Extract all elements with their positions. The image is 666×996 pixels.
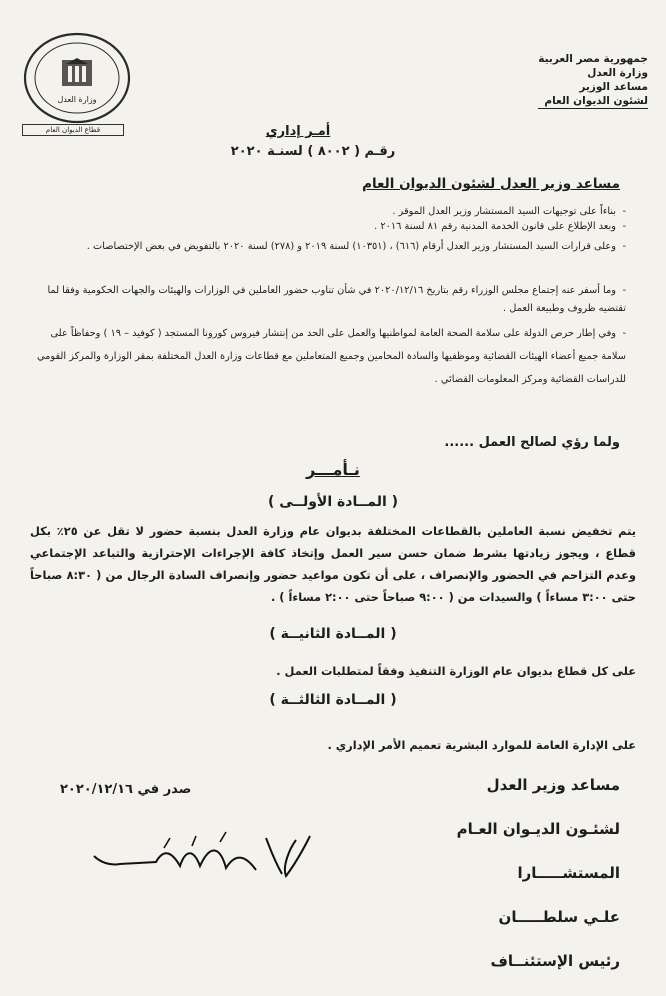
preamble-item: -وما أسفر عنه إجتماع مجلس الوزراء رقم بتاريخ ٢٠٢٠/١٢/١٦ في شأن تناوب حضور العاملين في الوزارات والهيئات والجهات الحكومية وفقا لما تقتضيه ظروف وطبيعة العمل .	[47, 285, 626, 314]
handwritten-signature-icon	[60, 826, 320, 886]
article-3-text: على الإدارة العامة للموارد البشرية تعميم الأمر الإداري .	[327, 738, 636, 752]
preamble-item: -وبعد الإطلاع على قانون الخدمة المدنية رقم ٨١ لسنة ٢٠١٦ .	[374, 221, 626, 232]
since-line: ولما رؤي لصالح العمل ......	[444, 435, 620, 450]
we-order-heading: نـأمـــر	[306, 460, 360, 479]
signature-block	[320, 776, 620, 996]
header-line: مساعد الوزير	[579, 81, 648, 93]
preamble-item: -وفي إطار حرص الدولة على سلامة الصحة العامة لمواطنيها والعمل على الحد من إنتشار فيروس كورونا المستجد ( كوفيد – ١٩ ) وحفاظاً على سلامة جميع أعضاء الهيئات القضائية وموظفيها والسادة المحامين وجميع المتعاملين مع قطاعات وزارة العدل المختلفة بمقر الوزارة والمركز القومي للدراسات القضائية ومركز المعلومات القضائي .	[36, 328, 626, 385]
header-line: لشئون الديوان العام	[538, 94, 648, 109]
header-line: جمهورية مصر العربية	[538, 53, 648, 65]
header-line: وزارة العدل	[587, 67, 648, 79]
preamble-item: -وعلى قرارات السيد المستشار وزير العدل أرقام (٦١٦) ، (١٠٣٥١) لسنة ٢٠١٩ و (٢٧٨) لسنة ٢٠٢٠ بالتفويض في بعض الإختصاصات .	[86, 241, 626, 252]
ministry-header	[538, 52, 648, 109]
ministry-seal-icon	[22, 30, 132, 126]
article-1-text: يتم تخفيض نسبة العاملين بالقطاعات المختلفة بديوان عام وزارة العدل بنسبة حضور لا تقل عن ٢٥٪ بكل قطاع ، ويجوز زيادتها بشرط ضمان حسن سير العمل وإتخاذ كافة الإجراءات الإحترازية والتباعد الإجتماعي وعدم التزاحم في الحضور والإنصراف ، على أن تكون مواعيد حضور وإنصراف السادة الرجال من ( ٨:٣٠ صباحاً حتى ٣:٠٠ مساءاً ) والسيدات من ( ٩:٠٠ صباحاً حتى ٢:٠٠ مساءاً ) .	[30, 524, 636, 604]
article-2-heading: ( المــادة الثانيــة )	[269, 626, 397, 642]
article-3-heading: ( المــادة الثالثــة )	[269, 692, 397, 708]
article-1-heading: ( المــادة الأولــى )	[267, 494, 399, 510]
signature-line: لشئـون الديـوان العـام	[456, 820, 620, 838]
seal-caption: قطاع الديوان العام	[22, 124, 124, 136]
signature-line: علـي سلطـــــان	[498, 908, 620, 926]
signature-line: رئيس الإستئنــاف	[490, 952, 620, 970]
preamble-item: -بناءاً على توجيهات السيد المستشار وزير العدل الموقر .	[392, 206, 626, 217]
signature-line: المستشـــــارا	[517, 864, 620, 882]
order-number: رقـم ( ٨٠٠٢ ) لسنـة ٢٠٢٠	[230, 144, 396, 159]
signature-line: مساعد وزير العدل	[486, 776, 620, 794]
order-title: مساعد وزير العدل لشئون الديوان العام	[362, 176, 620, 192]
seal-inner-text: وزارة العدل	[57, 95, 97, 104]
order-type: أمـر إداري	[265, 124, 331, 139]
article-2-text: على كل قطاع بديوان عام الوزارة التنفيذ وفقاً لمتطلبات العمل .	[276, 664, 636, 678]
issued-date: صدر في ٢٠٢٠/١٢/١٦	[60, 782, 192, 797]
